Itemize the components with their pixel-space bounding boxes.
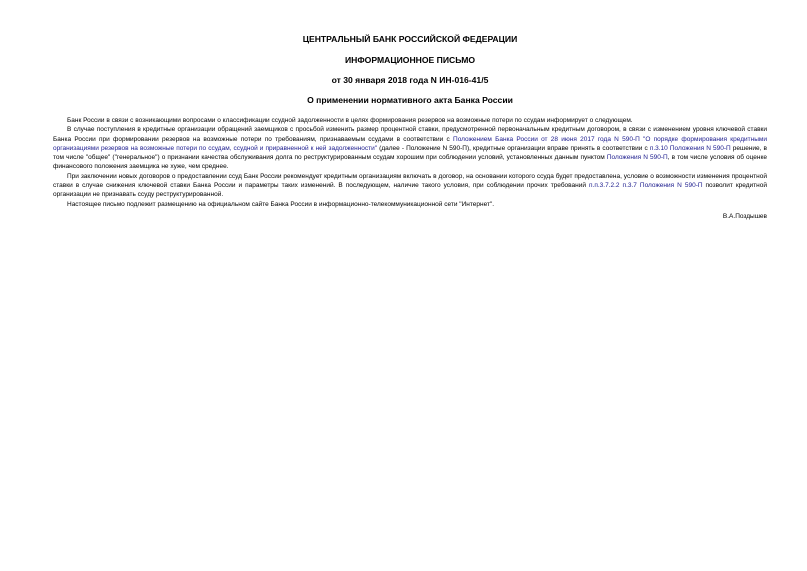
- paragraph-text: В случае поступления в кредитные организации обращений заемщиков с просьбой изменить размер процентной ставки, предусмотренной первоначальным кредитным договором, в связи с изменением уровня ключевой ставки Банка России при формировании резервов на возможные потери по требованиям, признаваемым ссудами в соответствии с: [53, 126, 767, 143]
- link-regulation-590p[interactable]: Положением Банка России от 28 июня 2017 года N 590-П "О порядке формирования кредитными организациями резервов на возможные потери по ссудам, ссудной и приравненной к ней задолженности": [53, 135, 767, 152]
- link-clause-3-7[interactable]: п.3.7 Положения N 590-П: [622, 182, 703, 190]
- link-regulation-590p-short[interactable]: Положения N 590-П: [606, 154, 668, 162]
- link-clause-3-10[interactable]: п.3.10 Положения N 590-П: [649, 144, 731, 152]
- paragraph-text: (далее - Положение N 590-П), кредитные организации вправе принять в соответствии с: [377, 144, 650, 152]
- paragraph-text: позволит кредитной организации не признавать ссуду реструктурированной.: [53, 182, 767, 199]
- paragraph-text: При заключении новых договоров о предоставлении ссуд Банк России рекомендует кредитным организациям включать в договор, на основании которого ссуда будет предоставлена, условие о возможности изменения процентной ставки в случае снижения ключевой ставки Банка России и параметры таких изменений. В последующем, наличие такого условия, при соблюдении прочих требований: [53, 172, 767, 190]
- document-subject: О применении нормативного акта Банка России: [307, 95, 513, 105]
- document-body: [53, 116, 767, 209]
- paragraph-new-contracts: [53, 172, 767, 200]
- paragraph-publication: Настоящее письмо подлежит размещению на официальном сайте Банка России в информационно-телекоммуникационной сети "Интернет".: [67, 200, 495, 208]
- paragraph-intro: Банк России в связи с возникающими вопросами о классификации ссудной задолженности в целях формирования резервов на возможные потери по ссудам информирует о следующем.: [67, 117, 633, 124]
- paragraph-text: , в том числе условия об оценке финансового положения заемщика не хуже, чем среднее.: [53, 154, 768, 171]
- signatory-name: В.А.Поздышев: [722, 212, 767, 220]
- paragraph-restructuring: [53, 125, 767, 171]
- document-page: [53, 34, 767, 221]
- link-clause-3-7-2-2[interactable]: п.п.3.7.2.2: [589, 182, 620, 190]
- paragraph-text: решение, в том числе "общее" ("генеральное") о признании качества обслуживания долга по реструктурированным ссудам хорошим при соблюдении условий, установленных данным пунктом: [53, 144, 767, 162]
- issuer-title: ЦЕНТРАЛЬНЫЙ БАНК РОССИЙСКОЙ ФЕДЕРАЦИИ: [302, 34, 518, 44]
- document-type: ИНФОРМАЦИОННОЕ ПИСЬМО: [344, 55, 476, 65]
- document-date-number: от 30 января 2018 года N ИН-016-41/5: [331, 75, 489, 85]
